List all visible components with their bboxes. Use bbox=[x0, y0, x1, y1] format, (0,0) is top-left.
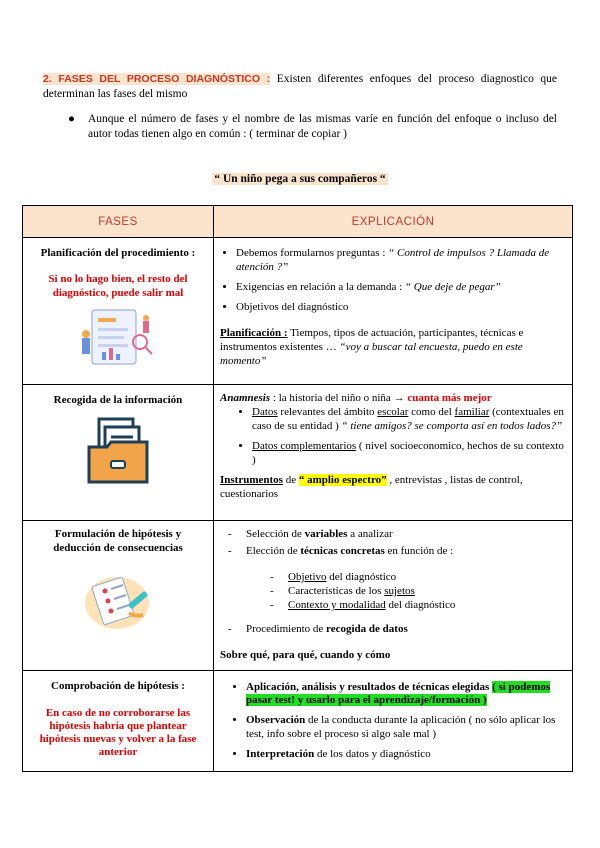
table-row bbox=[23, 385, 573, 521]
table-header-row bbox=[23, 206, 573, 238]
list-item: • Datos complementarios ( nivel socioeconomico, hechos de su contexto ) bbox=[252, 439, 564, 467]
list-item: • Observación de la conducta durante la aplicación ( no sólo aplicar los test, info sobre el proceso si algo sale mal ) bbox=[246, 713, 564, 741]
table-row bbox=[23, 238, 573, 385]
phase-cell-planificacion bbox=[23, 238, 214, 385]
header-fases: FASES bbox=[23, 206, 214, 238]
list-item: - Procedimiento de recogida de datos bbox=[246, 622, 564, 636]
phase-title: Recogida de la información bbox=[53, 394, 183, 406]
folder-illustration bbox=[23, 417, 213, 487]
phases-table bbox=[22, 205, 573, 772]
formulation-footer: Sobre qué, para qué, cuando y cómo bbox=[220, 649, 391, 661]
list-item: - Objetivo del diagnóstico bbox=[288, 570, 564, 584]
section-heading: 2. FASES DEL PROCESO DIAGNÓSTICO : bbox=[43, 73, 271, 85]
list-item: • Debemos formularnos preguntas : “ Control de impulsos ? Llamada de atención ?” bbox=[236, 246, 564, 274]
planning-illustration bbox=[23, 306, 213, 370]
planning-paragraph: Planificación : Tiempos, tipos de actuación, participantes, técnicas e instrumentos existentes … “voy a buscar tal encuesta, puedo en este momento” bbox=[220, 327, 524, 367]
bullet-icon: ● bbox=[68, 113, 75, 125]
list-item: - Selección de variables a analizar bbox=[246, 527, 564, 541]
instruments-line: Instrumentos de “ amplio espectro” , entrevistas , listas de control, cuestionarios bbox=[220, 474, 523, 500]
phase-title: Comprobación de hipótesis : bbox=[51, 680, 185, 692]
explanation-cell-recogida bbox=[214, 385, 573, 521]
list-item: - Elección de técnicas concretas en función de : bbox=[246, 544, 564, 558]
list-item: • Aplicación, análisis y resultados de técnicas elegidas ( si podemos pasar test! y usarlo para el aprendizaje/formación ) bbox=[246, 681, 564, 707]
phase-title: Formulación de hipótesis y deducción de consecuencias bbox=[53, 528, 183, 554]
list-item: • Exigencias en relación a la demanda : “ Que deje de pegar” bbox=[236, 280, 564, 294]
list-item: - Características de los sujetos bbox=[288, 584, 564, 598]
table-row bbox=[23, 671, 573, 772]
phase-title: Planificación del procedimiento : bbox=[40, 247, 196, 259]
list-item: • Interpretación de los datos y diagnóstico bbox=[246, 747, 564, 761]
list-item: • Datos relevantes del ámbito escolar como del familiar (contextuales en caso de su entidad ) “ tiene amigos? se comporta así en todos lados?” bbox=[252, 405, 564, 433]
intro-paragraph bbox=[43, 72, 557, 102]
list-item: • Objetivos del diagnóstico bbox=[236, 300, 564, 314]
explanation-cell-formulacion bbox=[214, 521, 573, 671]
intro-bullet-text: Aunque el número de fases y el nombre de las mismas varíe en función del enfoque o incluso del autor todas tienen algo en común : ( terminar de copiar ) bbox=[88, 113, 557, 140]
anamnesis-line: Anamnesis : la historia del niño o niña → cuanta más mejor bbox=[220, 392, 492, 404]
intro-text: Existen diferentes enfoques del proceso diagnostico que determinan las fases del mismo bbox=[43, 73, 557, 100]
intro-bullet bbox=[68, 112, 557, 142]
phase-note: Si no lo hago bien, el resto del diagnóstico, puede salir mal bbox=[48, 273, 188, 299]
table-row bbox=[23, 521, 573, 671]
header-explicacion: EXPLICACIÓN bbox=[214, 206, 573, 238]
phase-note: En caso de no corroborarse las hipótesis habría que plantear hipótesis nuevas y volver a la fase anterior bbox=[39, 707, 197, 758]
checklist-illustration bbox=[23, 569, 213, 631]
phase-cell-comprobacion bbox=[23, 671, 214, 772]
explanation-cell-comprobacion bbox=[214, 671, 573, 772]
case-title: “ Un niño pega a sus compañeros “ bbox=[214, 173, 386, 185]
list-item: - Contexto y modalidad del diagnóstico bbox=[288, 598, 564, 612]
phase-cell-recogida bbox=[23, 385, 214, 521]
phase-cell-formulacion bbox=[23, 521, 214, 671]
explanation-cell-planificacion bbox=[214, 238, 573, 385]
